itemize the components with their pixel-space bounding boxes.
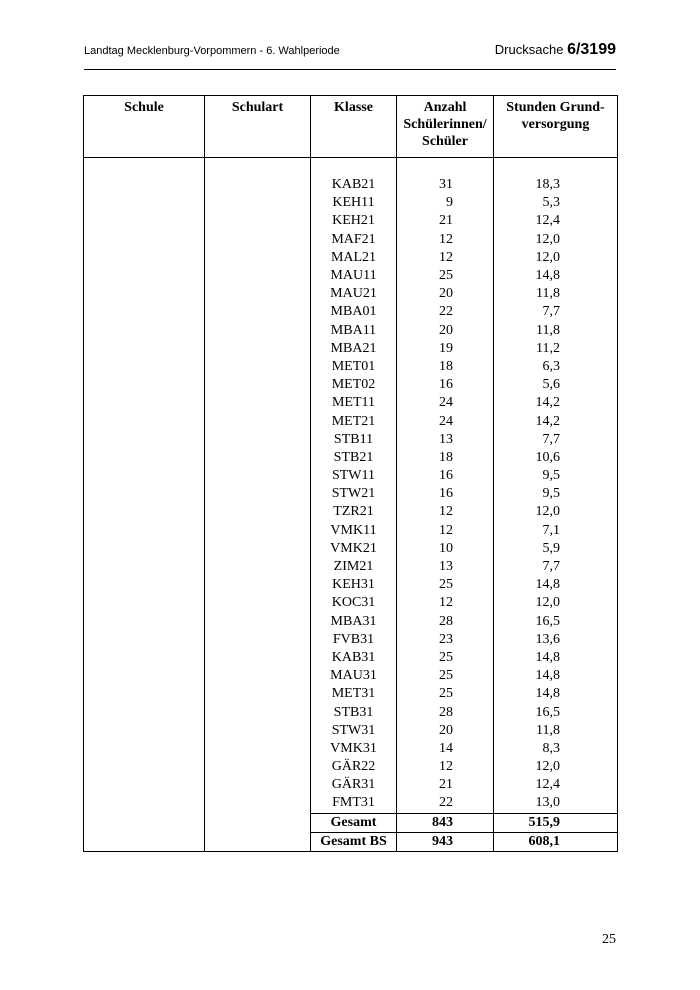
cell-schulart: [205, 303, 311, 321]
cell-schulart: [205, 376, 311, 394]
cell-anzahl: 10: [397, 540, 494, 558]
cell-anzahl: 9: [397, 194, 494, 212]
cell-anzahl: 25: [397, 576, 494, 594]
cell-klasse: ZIM21: [311, 558, 397, 576]
cell-schule: [84, 340, 205, 358]
cell-stunden: 14,8: [494, 576, 618, 594]
cell-schulart: [205, 522, 311, 540]
cell-schule: [84, 631, 205, 649]
cell-schulart: [205, 758, 311, 776]
col-header-anzahl: Anzahl Schülerinnen/ Schüler: [397, 96, 494, 158]
cell-klasse: TZR21: [311, 503, 397, 521]
cell-klasse: VMK11: [311, 522, 397, 540]
cell-schule: [84, 667, 205, 685]
cell-anzahl: 21: [397, 212, 494, 230]
cell-schulart: [205, 267, 311, 285]
cell-schulart: [205, 412, 311, 430]
cell-stunden: 9,5: [494, 467, 618, 485]
table-row: [84, 758, 618, 776]
cell-schule: [84, 322, 205, 340]
cell-schule: [84, 794, 205, 813]
table-row: [84, 631, 618, 649]
cell-schulart: [205, 449, 311, 467]
header-divider: [84, 69, 616, 70]
cell-klasse: MAL21: [311, 249, 397, 267]
cell-stunden: 14,2: [494, 394, 618, 412]
cell-anzahl: 28: [397, 703, 494, 721]
cell-anzahl: 13: [397, 558, 494, 576]
cell-stunden: 14,2: [494, 412, 618, 430]
cell-klasse: MET01: [311, 358, 397, 376]
cell-klasse: MBA31: [311, 613, 397, 631]
cell-klasse: MBA21: [311, 340, 397, 358]
cell-klasse: KEH31: [311, 576, 397, 594]
cell-schule: [84, 376, 205, 394]
cell-schulart: [205, 249, 311, 267]
cell-schule: [84, 467, 205, 485]
cell-schulart: [205, 231, 311, 249]
table-row: [84, 449, 618, 467]
cell-schule: [84, 685, 205, 703]
cell-schule: [84, 449, 205, 467]
cell-schulart: [205, 485, 311, 503]
cell-schule: [84, 832, 205, 851]
cell-anzahl: 12: [397, 594, 494, 612]
cell-schule: [84, 649, 205, 667]
cell-anzahl: 24: [397, 412, 494, 430]
cell-klasse: MAU21: [311, 285, 397, 303]
cell-schulart: [205, 794, 311, 813]
table-body: [84, 158, 618, 852]
table-row: [84, 322, 618, 340]
cell-anzahl: 20: [397, 722, 494, 740]
cell-schulart: [205, 322, 311, 340]
cell-klasse: VMK21: [311, 540, 397, 558]
cell-klasse: GÄR22: [311, 758, 397, 776]
cell-stunden: 7,7: [494, 431, 618, 449]
cell-anzahl: 19: [397, 340, 494, 358]
cell-anzahl: 21: [397, 776, 494, 794]
cell-anzahl: 25: [397, 267, 494, 285]
cell-klasse: Gesamt BS: [311, 832, 397, 851]
cell-anzahl: 25: [397, 649, 494, 667]
cell-schulart: [205, 285, 311, 303]
cell-anzahl: 943: [397, 832, 494, 851]
cell-klasse: KEH21: [311, 212, 397, 230]
cell-klasse: FVB31: [311, 631, 397, 649]
cell-schulart: [205, 631, 311, 649]
cell-schulart: [205, 576, 311, 594]
spacer-row: [84, 158, 618, 177]
cell-anzahl: 31: [397, 176, 494, 194]
cell-klasse: KOC31: [311, 594, 397, 612]
cell-schule: [84, 194, 205, 212]
cell-anzahl: 22: [397, 794, 494, 813]
table-row: [84, 594, 618, 612]
cell-stunden: 11,8: [494, 322, 618, 340]
cell-schule: [84, 522, 205, 540]
cell-schule: [84, 594, 205, 612]
cell-stunden: 7,7: [494, 303, 618, 321]
cell-schulart: [205, 740, 311, 758]
table-row: [84, 376, 618, 394]
header-title: Landtag Mecklenburg-Vorpommern - 6. Wahlperiode: [84, 45, 340, 57]
cell-anzahl: 12: [397, 522, 494, 540]
cell-anzahl: 28: [397, 613, 494, 631]
cell-schulart: [205, 685, 311, 703]
cell-anzahl: 12: [397, 231, 494, 249]
cell-stunden: 11,8: [494, 285, 618, 303]
cell-anzahl: 16: [397, 467, 494, 485]
col-header-klasse: Klasse: [311, 96, 397, 158]
table-row: [84, 394, 618, 412]
cell-anzahl: 16: [397, 485, 494, 503]
cell-schule: [84, 540, 205, 558]
table-row: [84, 740, 618, 758]
cell-stunden: 515,9: [494, 813, 618, 832]
cell-schule: [84, 485, 205, 503]
table-row: [84, 685, 618, 703]
cell-stunden: 12,0: [494, 231, 618, 249]
cell-schulart: [205, 594, 311, 612]
cell-klasse: FMT31: [311, 794, 397, 813]
cell-schulart: [205, 613, 311, 631]
cell-klasse: MET21: [311, 412, 397, 430]
cell-anzahl: 13: [397, 431, 494, 449]
cell-klasse: VMK31: [311, 740, 397, 758]
col-header-schule: Schule: [84, 96, 205, 158]
cell-klasse: MBA11: [311, 322, 397, 340]
cell-schulart: [205, 431, 311, 449]
cell-stunden: 9,5: [494, 485, 618, 503]
cell-klasse: KAB31: [311, 649, 397, 667]
cell-anzahl: 12: [397, 503, 494, 521]
cell-stunden: 5,6: [494, 376, 618, 394]
cell-schule: [84, 231, 205, 249]
table-row: [84, 522, 618, 540]
cell-anzahl: 23: [397, 631, 494, 649]
cell-schulart: [205, 394, 311, 412]
cell-stunden: 13,6: [494, 631, 618, 649]
cell-klasse: MAU11: [311, 267, 397, 285]
cell-stunden: 14,8: [494, 685, 618, 703]
table-row: [84, 485, 618, 503]
cell-schule: [84, 249, 205, 267]
cell-klasse: STW11: [311, 467, 397, 485]
table-row: [84, 722, 618, 740]
cell-schulart: [205, 467, 311, 485]
cell-stunden: 14,8: [494, 267, 618, 285]
cell-klasse: STB21: [311, 449, 397, 467]
cell-klasse: KAB21: [311, 176, 397, 194]
cell-schule: [84, 431, 205, 449]
cell-stunden: 8,3: [494, 740, 618, 758]
table-total-row: [84, 832, 618, 851]
cell-schulart: [205, 649, 311, 667]
cell-schulart: [205, 540, 311, 558]
table-row: [84, 703, 618, 721]
cell-schule: [84, 358, 205, 376]
cell-schulart: [205, 558, 311, 576]
cell-schule: [84, 303, 205, 321]
cell-schule: [84, 212, 205, 230]
cell-stunden: 7,7: [494, 558, 618, 576]
table-row: [84, 194, 618, 212]
table-row: [84, 667, 618, 685]
table-row: [84, 340, 618, 358]
cell-stunden: 5,3: [494, 194, 618, 212]
cell-schule: [84, 576, 205, 594]
cell-schulart: [205, 703, 311, 721]
cell-anzahl: 18: [397, 449, 494, 467]
cell-schule: [84, 722, 205, 740]
cell-schulart: [205, 194, 311, 212]
cell-stunden: 16,5: [494, 613, 618, 631]
cell-klasse: MAF21: [311, 231, 397, 249]
cell-stunden: 11,8: [494, 722, 618, 740]
cell-klasse: STB11: [311, 431, 397, 449]
col-header-stunden: Stunden Grund-versorgung: [494, 96, 618, 158]
cell-klasse: MET31: [311, 685, 397, 703]
table-row: [84, 467, 618, 485]
cell-stunden: 7,1: [494, 522, 618, 540]
table-row: [84, 794, 618, 813]
cell-stunden: 14,8: [494, 667, 618, 685]
table-header-row: [84, 96, 618, 158]
cell-schule: [84, 703, 205, 721]
cell-klasse: STW31: [311, 722, 397, 740]
cell-anzahl: 14: [397, 740, 494, 758]
cell-schule: [84, 613, 205, 631]
cell-schulart: [205, 722, 311, 740]
table-row: [84, 358, 618, 376]
cell-anzahl: 16: [397, 376, 494, 394]
cell-schulart: [205, 776, 311, 794]
cell-klasse: STW21: [311, 485, 397, 503]
cell-stunden: 6,3: [494, 358, 618, 376]
cell-anzahl: 24: [397, 394, 494, 412]
doc-label: Drucksache: [494, 42, 564, 57]
cell-schulart: [205, 667, 311, 685]
cell-anzahl: 25: [397, 667, 494, 685]
cell-schule: [84, 285, 205, 303]
table-row: [84, 776, 618, 794]
cell-anzahl: 22: [397, 303, 494, 321]
cell-klasse: GÄR31: [311, 776, 397, 794]
cell-schulart: [205, 813, 311, 832]
cell-stunden: 12,4: [494, 776, 618, 794]
table-row: [84, 285, 618, 303]
cell-stunden: 13,0: [494, 794, 618, 813]
cell-schule: [84, 740, 205, 758]
cell-stunden: 12,0: [494, 249, 618, 267]
table-row: [84, 267, 618, 285]
table-row: [84, 431, 618, 449]
cell-schule: [84, 813, 205, 832]
document-number: [495, 41, 616, 59]
table-row: [84, 303, 618, 321]
col-header-schulart: Schulart: [205, 96, 311, 158]
cell-anzahl: 12: [397, 758, 494, 776]
doc-number: 6/3199: [567, 41, 616, 58]
cell-stunden: 12,0: [494, 503, 618, 521]
table-row: [84, 558, 618, 576]
cell-stunden: 12,0: [494, 594, 618, 612]
cell-schulart: [205, 832, 311, 851]
cell-stunden: 608,1: [494, 832, 618, 851]
table-row: [84, 503, 618, 521]
cell-schule: [84, 412, 205, 430]
cell-anzahl: 12: [397, 249, 494, 267]
cell-anzahl: 18: [397, 358, 494, 376]
cell-stunden: 12,0: [494, 758, 618, 776]
cell-stunden: 10,6: [494, 449, 618, 467]
table-row: [84, 176, 618, 194]
cell-schule: [84, 776, 205, 794]
cell-schulart: [205, 340, 311, 358]
cell-stunden: 16,5: [494, 703, 618, 721]
cell-klasse: MBA01: [311, 303, 397, 321]
cell-anzahl: 20: [397, 322, 494, 340]
table-row: [84, 212, 618, 230]
page-number: 25: [602, 932, 616, 947]
table-row: [84, 249, 618, 267]
table-row: [84, 540, 618, 558]
table-row: [84, 649, 618, 667]
table-row: [84, 231, 618, 249]
cell-stunden: 5,9: [494, 540, 618, 558]
cell-anzahl: 20: [397, 285, 494, 303]
cell-schulart: [205, 358, 311, 376]
cell-schule: [84, 176, 205, 194]
cell-schule: [84, 394, 205, 412]
cell-klasse: STB31: [311, 703, 397, 721]
cell-schule: [84, 503, 205, 521]
cell-anzahl: 25: [397, 685, 494, 703]
cell-stunden: 14,8: [494, 649, 618, 667]
cell-schulart: [205, 212, 311, 230]
cell-klasse: KEH11: [311, 194, 397, 212]
cell-schulart: [205, 176, 311, 194]
table-total-row: [84, 813, 618, 832]
cell-klasse: MAU31: [311, 667, 397, 685]
cell-schule: [84, 758, 205, 776]
table-row: [84, 613, 618, 631]
table-row: [84, 576, 618, 594]
cell-klasse: MET02: [311, 376, 397, 394]
table-row: [84, 412, 618, 430]
class-hours-table: [83, 95, 618, 852]
cell-klasse: Gesamt: [311, 813, 397, 832]
cell-stunden: 18,3: [494, 176, 618, 194]
cell-schule: [84, 267, 205, 285]
cell-schulart: [205, 503, 311, 521]
cell-schule: [84, 558, 205, 576]
cell-anzahl: 843: [397, 813, 494, 832]
cell-stunden: 12,4: [494, 212, 618, 230]
cell-stunden: 11,2: [494, 340, 618, 358]
cell-klasse: MET11: [311, 394, 397, 412]
